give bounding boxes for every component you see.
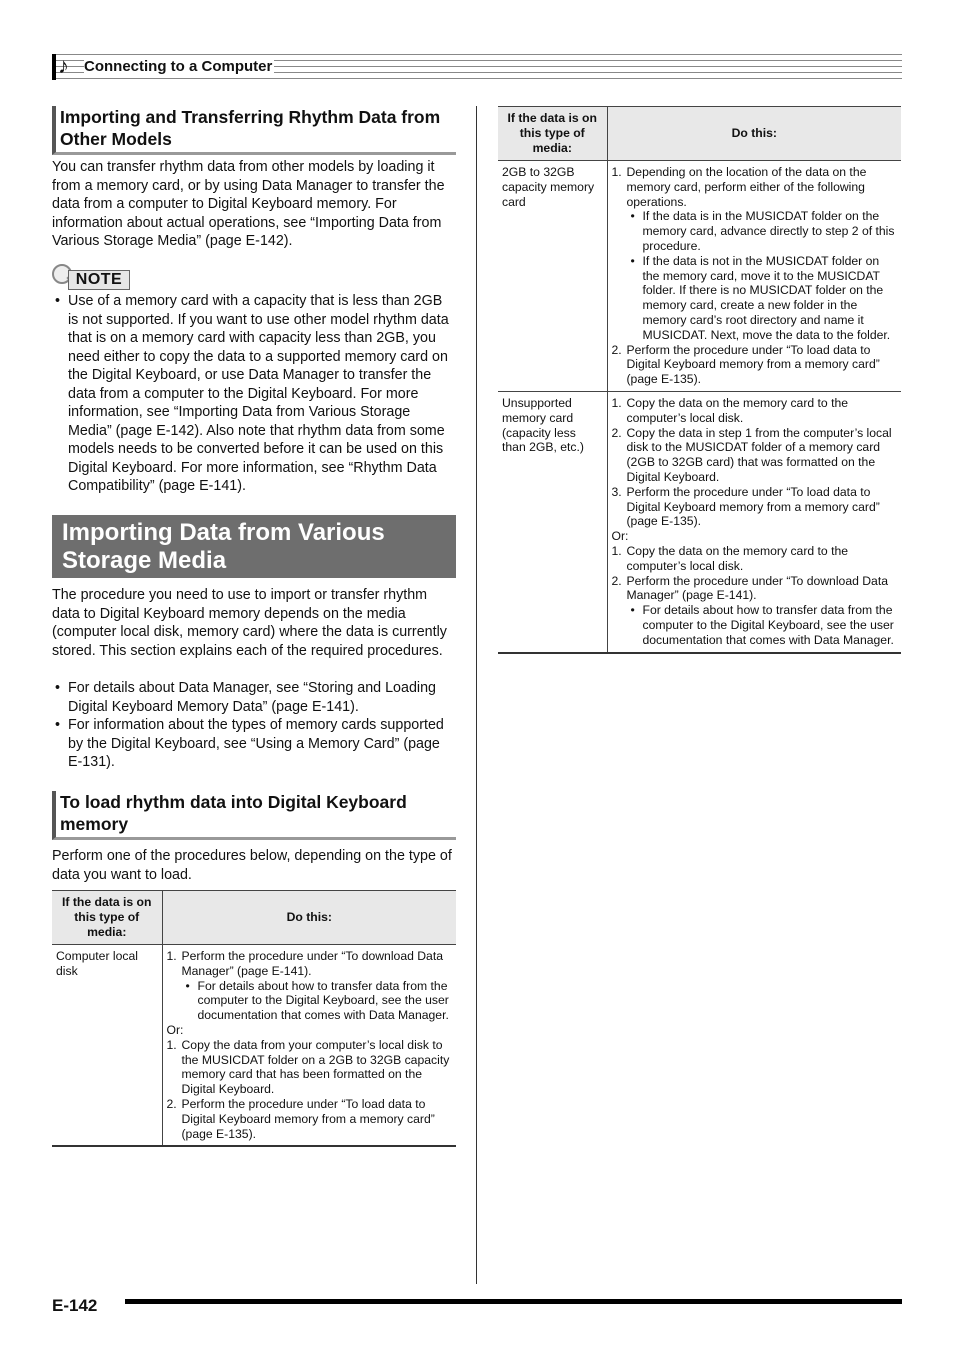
action-cell: 1. Depending on the location of the data on the memory card, perform either of the following operations. • If the data is in the MUSICDAT folder on the memory card, advance directly to step 2 of this procedure. • If the data is not in the MUSICDAT folder on the memory card, move it to the MUSICDAT folder. If there is no MUSICDAT folder on the memory card, create a new folder in the memory card’s root directory and name it MUSICDAT. Next, move the data to the folder. 2. Perform the procedure under “To load data to Digital Keyboard memory from a memory card” (page E-135). — [607, 161, 901, 392]
section-heading-load-rhythm: To load rhythm data into Digital Keyboard memory — [52, 791, 456, 840]
media-cell: Unsupported memory card (capacity less than 2GB, etc.) — [498, 391, 607, 652]
column-divider — [476, 106, 477, 1284]
media-cell: 2GB to 32GB capacity memory card — [498, 161, 607, 392]
footer-rule — [125, 1299, 902, 1304]
page-number: E-142 — [52, 1296, 98, 1315]
table-header-media: If the data is on this type of media: — [52, 891, 162, 945]
page-header — [52, 54, 902, 80]
note-list — [52, 292, 456, 496]
header-title: Connecting to a Computer — [84, 58, 273, 75]
table-row — [498, 161, 901, 392]
media-table-right — [498, 106, 901, 654]
section2-body: The procedure you need to use to import or transfer rhythm data to Digital Keyboard memory depends on the media (computer local disk, memory card) where the data is currently stored. This section explains each of the required procedures. — [52, 587, 447, 659]
list-item: • For information about the types of memory cards supported by the Digital Keyboard, see “Using a Memory Card” (page E-131). — [52, 716, 456, 772]
table-header-media: If the data is on this type of media: — [498, 107, 607, 161]
section-heading-importing-rhythm: Importing and Transferring Rhythm Data from Other Models — [52, 106, 456, 155]
note-icon — [52, 264, 130, 292]
table-row — [498, 391, 901, 652]
section-banner: Importing Data from Various Storage Media — [52, 515, 456, 578]
action-cell: 1. Perform the procedure under “To download Data Manager” (page E-141). • For details about how to transfer data from the computer to the Digital Keyboard, see the user documentation that comes with Data Manager. Or: 1. Copy the data from your computer’s local disk to the MUSICDAT folder on a 2GB to 32GB capacity memory card that has been formatted on the Digital Keyboard. 2. Perform the procedure under “To load data to Digital Keyboard memory from a memory card” (page E-135). — [162, 945, 456, 1147]
section2-bullets — [52, 679, 456, 772]
list-item: • For details about Data Manager, see “Storing and Loading Digital Keyboard Memory Data” (page E-141). — [52, 679, 456, 716]
header-bar — [52, 54, 56, 80]
table-header-action: Do this: — [162, 891, 456, 945]
table-row — [52, 945, 456, 1147]
music-note-icon: ♪ — [58, 53, 69, 78]
section3-body: Perform one of the procedures below, depending on the type of data you want to load. — [52, 848, 452, 883]
note-label: NOTE — [68, 270, 130, 290]
table-header-action: Do this: — [607, 107, 901, 161]
section1-body: You can transfer rhythm data from other models by loading it from a memory card, or by using Data Manager to transfer the data from a computer to Digital Keyboard memory. For information about actual operations, see “Importing Data from Various Storage Media” (page E-142). — [52, 159, 445, 249]
action-cell: 1. Copy the data on the memory card to the computer’s local disk. 2. Copy the data in step 1 from the computer’s local disk to the MUSICDAT folder of a memory card (2GB to 32GB card) that was formatted on the Digital Keyboard. 3. Perform the procedure under “To load data to Digital Keyboard memory from a memory card” (page E-135). Or: 1. Copy the data on the memory card to the computer’s local disk. 2. Perform the procedure under “To download Data Manager” (page E-141). • For details about how to transfer data from the computer to the Digital Keyboard, see the user documentation that comes with Data Manager. — [607, 391, 901, 652]
media-cell: Computer local disk — [52, 945, 162, 1147]
note-bullet: • Use of a memory card with a capacity that is less than 2GB is not supported. If you want to use other model rhythm data that is on a memory card with capacity less than 2GB, you need either to copy the data to a supported memory card on the Digital Keyboard, or use Data Manager to transfer the data from a computer to the Digital Keyboard. For more information, see “Importing Data from Various Storage Media” (page E-142). Also note that rhythm data from some models needs to be converted before it can be used on this Digital Keyboard. For more information, see “Rhythm Data Compatibility” (page E-141). — [52, 292, 456, 496]
media-table-left — [52, 890, 456, 1147]
